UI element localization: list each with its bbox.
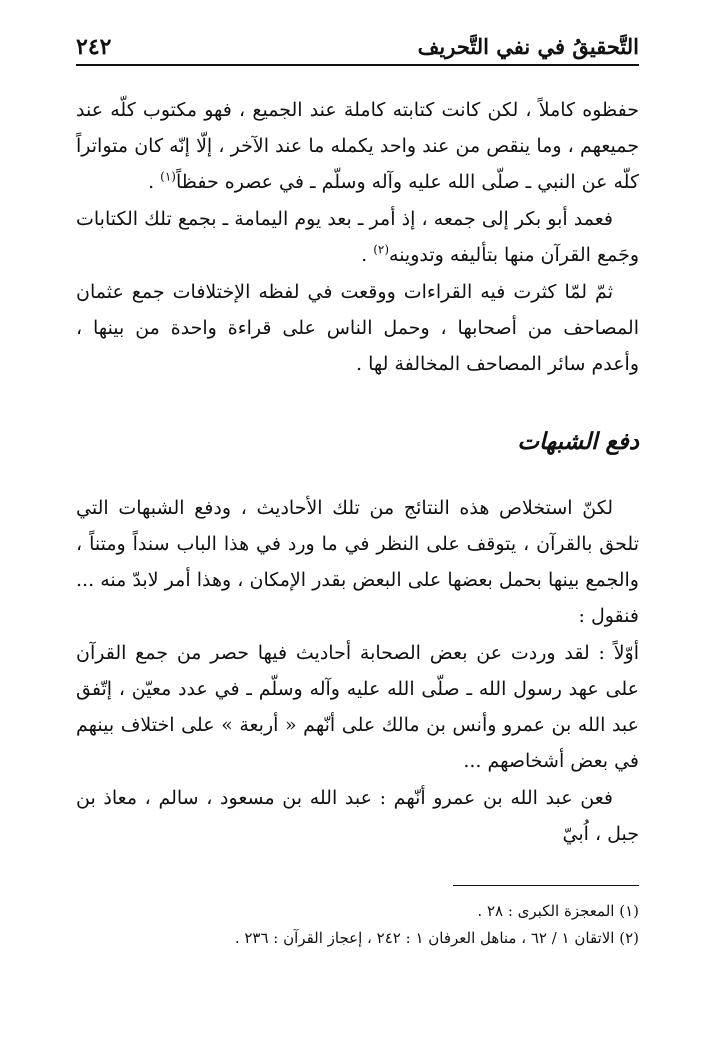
paragraph-text: ثمّ لمّا كثرت فيه القراءات ووقعت في لفظه الإختلافات جمع عثمان المصاحف من أصحابها ، وحمل الناس على قراءة واحدة من بينها ، وأعدم سائر المصاحف المخالفة لها .: [76, 281, 639, 375]
section-heading: دفع الشبهات: [517, 428, 639, 455]
paragraph: [76, 490, 639, 634]
footnote-2: (٢) الاتقان ١ / ٦٢ ، مناهل العرفان ١ : ٢٤٢ ، إعجاز القرآن : ٢٣٦ .: [234, 929, 639, 947]
main-text: [76, 92, 639, 853]
paragraph-text: حفظوه كاملاً ، لكن كانت كتابته كاملة عند الجميع ، فهو مكتوب كلّه عند جميعهم ، وما ينقص من عند واحد يكمله ما عند الآخر ، إلّا إنّه كان متواتراً كلّه عن النبي ـ صلّى الله عليه وآله وسلّم ـ في عصره حفظاً: [76, 99, 639, 193]
paragraph: [76, 201, 639, 273]
paragraph: [76, 92, 639, 200]
paragraph-text: أوّلاً : لقد وردت عن بعض الصحابة أحاديث فيها حصر من جمع القرآن على عهد رسول الله ـ صلّى الله عليه وآله وسلّم ـ في عدد معيّن ، إتّفق عبد الله بن عمرو وأنس بن مالك على أنّهم « أربعة » على اختلاف بينهم في بعض أشخاصهم ...: [76, 642, 639, 772]
footnotes: [76, 898, 639, 952]
paragraph: [76, 274, 639, 382]
header-rule: [76, 64, 639, 66]
paragraph-tail: .: [361, 244, 374, 266]
paragraph-tail: .: [148, 171, 161, 193]
running-header: [76, 30, 639, 62]
paragraph-text: لكنّ استخلاص هذه النتائج من تلك الأحاديث ، ودفع الشبهات التي تلحق بالقرآن ، يتوقف على النظر في ما ورد في هذا الباب سنداً ومتناً ، والجمع بينها بحمل بعضها على البعض بقدر الإمكان ، وهذا أمر لابدّ منه ... فنقول :: [76, 497, 639, 627]
paragraph-text: فعن عبد الله بن عمرو أنّهم : عبد الله بن مسعود ، سالم ، معاذ بن جبل ، اُبيّ: [76, 787, 639, 845]
footnote-rule: [453, 885, 639, 886]
paragraph: [76, 780, 639, 852]
page-number: ٢٤٢: [76, 34, 112, 60]
footnote-ref: (٢): [373, 242, 390, 257]
paragraph-text: فعمد أبو بكر إلى جمعه ، إذ أمر ـ بعد يوم اليمامة ـ بجمع تلك الكتابات وجَمع القرآن منها بتأليفه وتدوينه: [76, 208, 639, 266]
footnote-1: (١) المعجزة الكبرى : ٢٨ .: [477, 902, 639, 920]
footnote-ref: (١): [160, 169, 176, 184]
running-title: التَّحقيقُ في نفي التَّحريف: [417, 34, 639, 59]
paragraph: [76, 635, 639, 779]
